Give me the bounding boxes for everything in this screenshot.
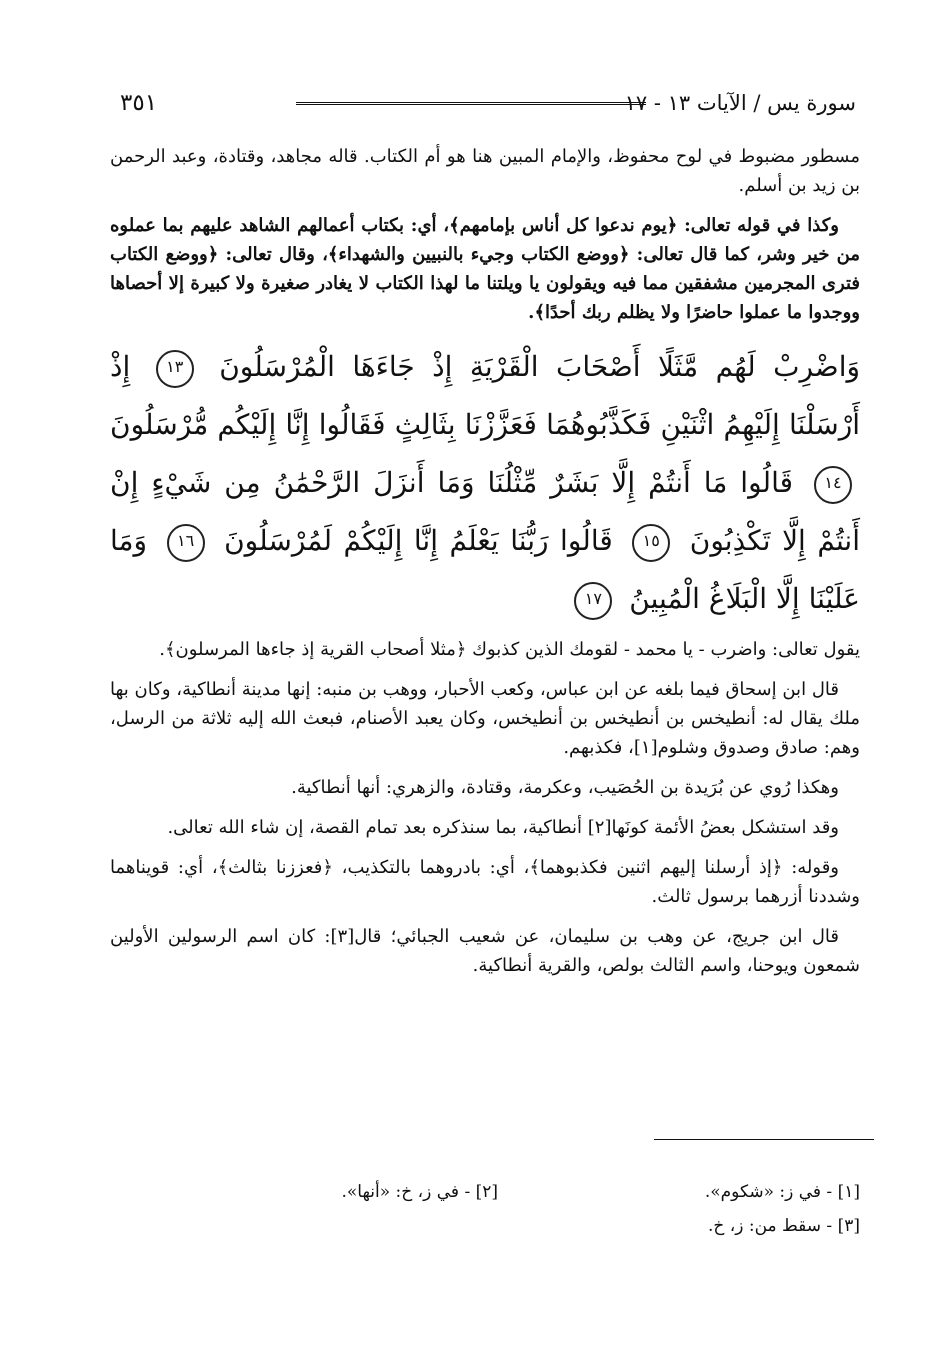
paragraph: وقوله: ﴿إذ أرسلنا إليهم اثنين فكذبوهما﴾، أي: بادروهما بالتكذيب، ﴿فعززنا بثالث﴾، أي: قويناهما وشددنا أزرهما برسول ثالث.	[110, 857, 860, 907]
quran-verse-15: قَالُوا مَا أَنتُمْ إِلَّا بَشَرٌ مِّثْلُنَا وَمَا أَنزَلَ الرَّحْمَٰنُ مِن شَيْءٍ إِنْ أَنتُمْ إِلَّا تَكْذِبُونَ	[110, 466, 860, 557]
quran-verses	[110, 338, 860, 628]
paragraph: قال ابن جريج، عن وهب بن سليمان، عن شعيب الجبائي؛ قال[٣]: كان اسم الرسولين الأولين شمعون ويوحنا، واسم الثالث بولص، والقرية أنطاكية.	[110, 926, 860, 976]
verse-number-15: ١٥	[632, 524, 670, 562]
footnote-3: [٣] - سقط من: ز، خ.	[707, 1216, 860, 1236]
verse-number-17: ١٧	[574, 582, 612, 620]
quran-verse-16: قَالُوا رَبُّنَا يَعْلَمُ إِنَّا إِلَيْكُمْ لَمُرْسَلُونَ	[224, 524, 613, 557]
footnote-1: [١] - في ز: «شكوم».	[704, 1182, 860, 1202]
footnote-separator	[654, 1139, 874, 1140]
page-number: ٣٥١	[120, 90, 158, 116]
verse-number-14: ١٤	[814, 466, 852, 504]
verse-number-16: ١٦	[167, 524, 205, 562]
page-header	[120, 80, 856, 126]
footnotes	[224, 1175, 860, 1243]
quran-verse-13: وَاضْرِبْ لَهُم مَّثَلًا أَصْحَابَ الْقَرْيَةِ إِذْ جَاءَهَا الْمُرْسَلُونَ	[219, 350, 861, 383]
footnote-row	[224, 1175, 860, 1209]
paragraph: وهكذا رُوي عن بُرَيدة بن الحُصَيب، وعكرمة، وقتادة، والزهري: أنها أنطاكية.	[291, 777, 839, 798]
footnote-2: [٢] - في ز، خ: «أنها».	[341, 1182, 498, 1202]
paragraph: مسطور مضبوط في لوح محفوظ، والإمام المبين هنا هو أم الكتاب. قاله مجاهد، وقتادة، وعبد الرحمن بن زيد بن أسلم.	[110, 146, 860, 196]
quran-verse-17: وَمَا عَلَيْنَا إِلَّا الْبَلَاغُ الْمُبِينُ	[110, 524, 860, 615]
page-title: سورة يس / الآيات ١٣ - ١٧	[624, 91, 856, 115]
footnote-row	[224, 1209, 860, 1243]
paragraph: وقد استشكل بعضُ الأئمة كونَها[٢] أنطاكية، بما سنذكره بعد تمام القصة، إن شاء الله تعالى.	[167, 817, 839, 838]
main-text	[110, 142, 860, 991]
verse-number-13: ١٣	[156, 350, 194, 388]
paragraph: قال ابن إسحاق فيما بلغه عن ابن عباس، وكعب الأحبار، ووهب بن منبه: إنها مدينة أنطاكية، وكان بها ملك يقال له: أنطيخس بن أنطيخس بن أنطيخس، وكان يعبد الأصنام، فبعث الله إليه ثلاثة من الرسل، وهم: صادق وصدوق وشلوم[١]، فكذبهم.	[110, 679, 860, 758]
header-rule	[296, 102, 646, 105]
paragraph: وكذا في قوله تعالى: ﴿يوم ندعوا كل أناس بإمامهم﴾، أي: بكتاب أعمالهم الشاهد عليهم بما عملوه من خير وشر، كما قال تعالى: ﴿ووضع الكتاب وجيء بالنبيين والشهداء﴾، وقال تعالى: ﴿ووضع الكتاب فترى المجرمين مشفقين مما فيه ويقولون يا ويلتنا ما لهذا الكتاب لا يغادر صغيرة ولا كبيرة إلا أحصاها ووجدوا ما عملوا حاضرًا ولا يظلم ربك أحدًا﴾.	[110, 215, 860, 323]
quran-verse-14: إِذْ أَرْسَلْنَا إِلَيْهِمُ اثْنَيْنِ فَكَذَّبُوهُمَا فَعَزَّزْنَا بِثَالِثٍ فَقَالُوا إِنَّا إِلَيْكُم مُّرْسَلُونَ	[110, 350, 860, 441]
paragraph: يقول تعالى: واضرب - يا محمد - لقومك الذين كذبوك ﴿مثلا أصحاب القرية إذ جاءها المرسلون﴾.	[159, 639, 860, 660]
